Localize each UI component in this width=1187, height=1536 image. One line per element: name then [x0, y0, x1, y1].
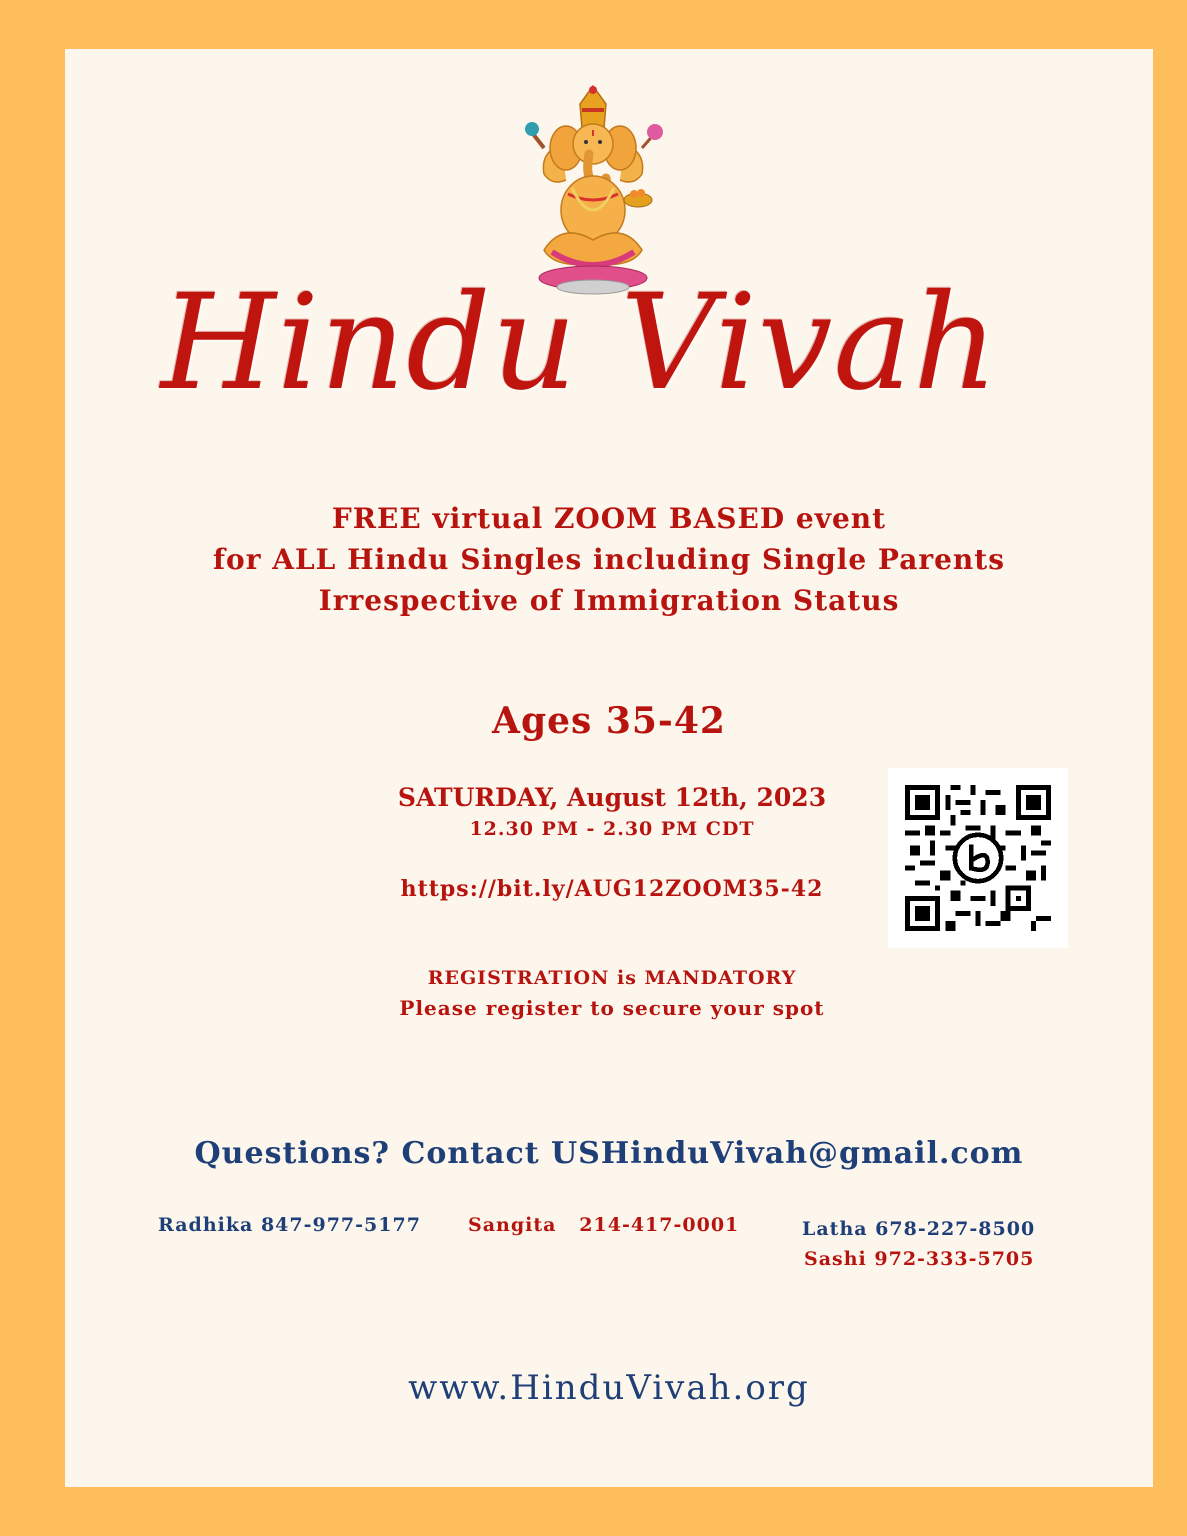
contact-email-line: Questions? Contact USHinduVivah@gmail.com	[194, 1136, 1024, 1171]
intro-line-3: Irrespective of Immigration Status	[318, 584, 900, 617]
registration-mandatory: REGISTRATION is MANDATORY	[427, 967, 797, 989]
intro-line-1: FREE virtual ZOOM BASED event	[331, 502, 887, 535]
contact-sangita: Sangita 214-417-0001	[468, 1214, 740, 1236]
website-link[interactable]: www.HinduVivah.org	[408, 1368, 810, 1408]
event-date: SATURDAY, August 12th, 2023	[397, 783, 827, 812]
event-time: 12.30 PM - 2.30 PM CDT	[469, 818, 755, 840]
qr-code-icon	[888, 768, 1068, 948]
title-hindu-vivah: Hindu Vivah	[160, 266, 1000, 420]
registration-link[interactable]: https://bit.ly/AUG12ZOOM35-42	[400, 876, 824, 902]
contact-latha: Latha 678-227-8500	[802, 1218, 1036, 1240]
intro-line-2: for ALL Hindu Singles including Single Parents	[213, 543, 1005, 576]
contact-radhika: Radhika 847-977-5177	[158, 1214, 421, 1236]
registration-note: Please register to secure your spot	[399, 996, 825, 1020]
ages-heading: Ages 35-42	[492, 700, 726, 742]
contact-sashi: Sashi 972-333-5705	[804, 1248, 1035, 1270]
